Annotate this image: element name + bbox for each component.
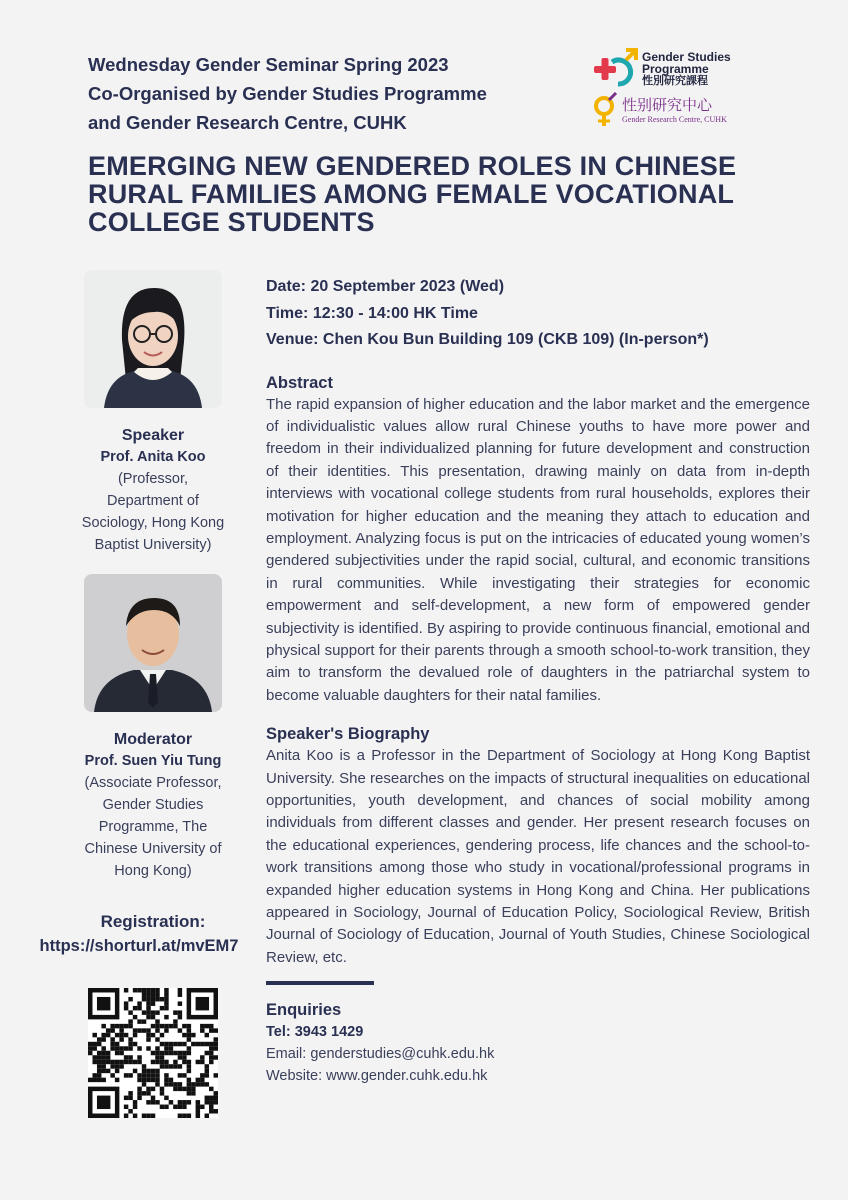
moderator-affiliation-4: Chinese University of: [84, 841, 222, 857]
seminar-title-line-2: RURAL FAMILIES AMONG FEMALE VOCATIONAL: [88, 179, 735, 209]
details-column: [266, 274, 810, 1087]
gsp-logo-text-zh: 性別研究課程: [642, 75, 708, 87]
event-venue: Venue: Chen Kou Bun Building 109 (CKB 109) (In-person*): [266, 331, 709, 348]
grc-logo-text-zh: 性别研究中心: [622, 96, 713, 114]
moderator-affiliation-5: Hong Kong): [114, 863, 192, 879]
biography-text: Anita Koo is a Professor in the Department of Sociology at Hong Kong Baptist University. She researches on the impacts of structural inequalities on educational opportunities, youth development, and chances of social mobility among individuals from different classes and gender. Her present research focuses on the educational experiences, gendering process, life chances and the school-to-work transitions among those who study in vocational/professional programs in expanded higher education systems in Hong Kong and China. Her publications appeared in Sociology, Journal of Education Policy, Sociological Review, British Journal of Sociology of Education, Journal of Youth Studies, Chinese Sociological Review, etc.: [266, 747, 810, 966]
speaker-role: Speaker: [121, 427, 185, 444]
seminar-title-line-3: COLLEGE STUDENTS: [88, 207, 375, 237]
coorganiser-line-2: and Gender Research Centre, CUHK: [88, 112, 407, 133]
speaker-affiliation-4: Baptist University): [94, 537, 212, 553]
section-divider: [266, 981, 374, 985]
event-date: Date: 20 September 2023 (Wed): [266, 278, 505, 295]
speaker-affiliation-3: Sociology, Hong Kong: [81, 515, 225, 531]
gender-research-centre-logo: [592, 92, 792, 128]
seminar-title: [88, 152, 808, 236]
organiser-logos: [592, 48, 792, 128]
speaker-affiliation-2: Department of: [107, 493, 199, 509]
moderator-name: Prof. Suen Yiu Tung: [84, 753, 222, 769]
event-info: [266, 274, 810, 354]
speaker-portrait-icon: [84, 270, 222, 408]
enquiries-website[interactable]: Website: www.gender.cuhk.edu.hk: [266, 1068, 488, 1085]
gender-studies-programme-mark-icon: [592, 48, 638, 90]
registration-link[interactable]: https://shorturl.at/mvEM7: [39, 937, 239, 955]
enquiries-email[interactable]: Email: genderstudies@cuhk.edu.hk: [266, 1046, 495, 1063]
seminar-series: Wednesday Gender Seminar Spring 2023: [88, 54, 449, 75]
moderator-role: Moderator: [113, 731, 193, 748]
gender-symbol-icon: [592, 92, 618, 128]
biography-heading: Speaker's Biography: [266, 725, 430, 744]
gender-studies-programme-logo: [592, 48, 792, 90]
coorganiser-line-1: Co-Organised by Gender Studies Programme: [88, 83, 487, 104]
moderator-affiliation-1: (Associate Professor,: [84, 775, 222, 791]
gsp-logo-text-2: Programme: [642, 62, 709, 76]
seminar-header: [88, 50, 558, 137]
abstract-text: The rapid expansion of higher education and the labor market and the emergence of individualistic values allow rural Chinese youths to have more power and freedom in their individualized planning for future development and construction of their identities. This presentation, drawing mainly on data from in-depth interviews with vocational college students from rural households, explores their motivation for higher education and the meaning they attach to education and employment. Analyzing focus is put on the intricacies of educated young women’s gendered subjectivities under the rapid social, cultural, and economic transitions in rural communities. While investigating their strategies for economic empowerment and self-development, a new form of empowered gender subjectivity is identified. By aspiring to provide continuous financial, emotional and physical support for their parents through a smooth school-to-work transition, they aim to transform the devalued role of daughters in the patriarchal system to become valuable daughters for their natal families.: [266, 395, 810, 704]
moderator-portrait-icon: [84, 574, 222, 712]
speaker-name: Prof. Anita Koo: [100, 449, 206, 465]
gsp-logo-text-1: Gender Studies: [642, 50, 731, 64]
seminar-title-line-1: EMERGING NEW GENDERED ROLES IN CHINESE: [88, 151, 737, 181]
grc-logo-text-en: Gender Research Centre, CUHK: [622, 114, 727, 124]
speaker-affiliation-1: (Professor,: [117, 471, 189, 487]
registration-qr-code-icon[interactable]: [88, 988, 218, 1118]
moderator-affiliation-2: Gender Studies: [102, 797, 204, 813]
registration-label: Registration:: [100, 912, 206, 931]
moderator-photo: [84, 574, 222, 712]
people-column: [39, 270, 246, 1123]
moderator-affiliation-3: Programme, The: [98, 819, 208, 835]
event-time: Time: 12:30 - 14:00 HK Time: [266, 304, 478, 322]
speaker-photo: [84, 270, 222, 408]
enquiries-heading: Enquiries: [266, 1001, 342, 1020]
abstract-heading: Abstract: [266, 373, 333, 392]
enquiries-tel: Tel: 3943 1429: [266, 1024, 364, 1041]
